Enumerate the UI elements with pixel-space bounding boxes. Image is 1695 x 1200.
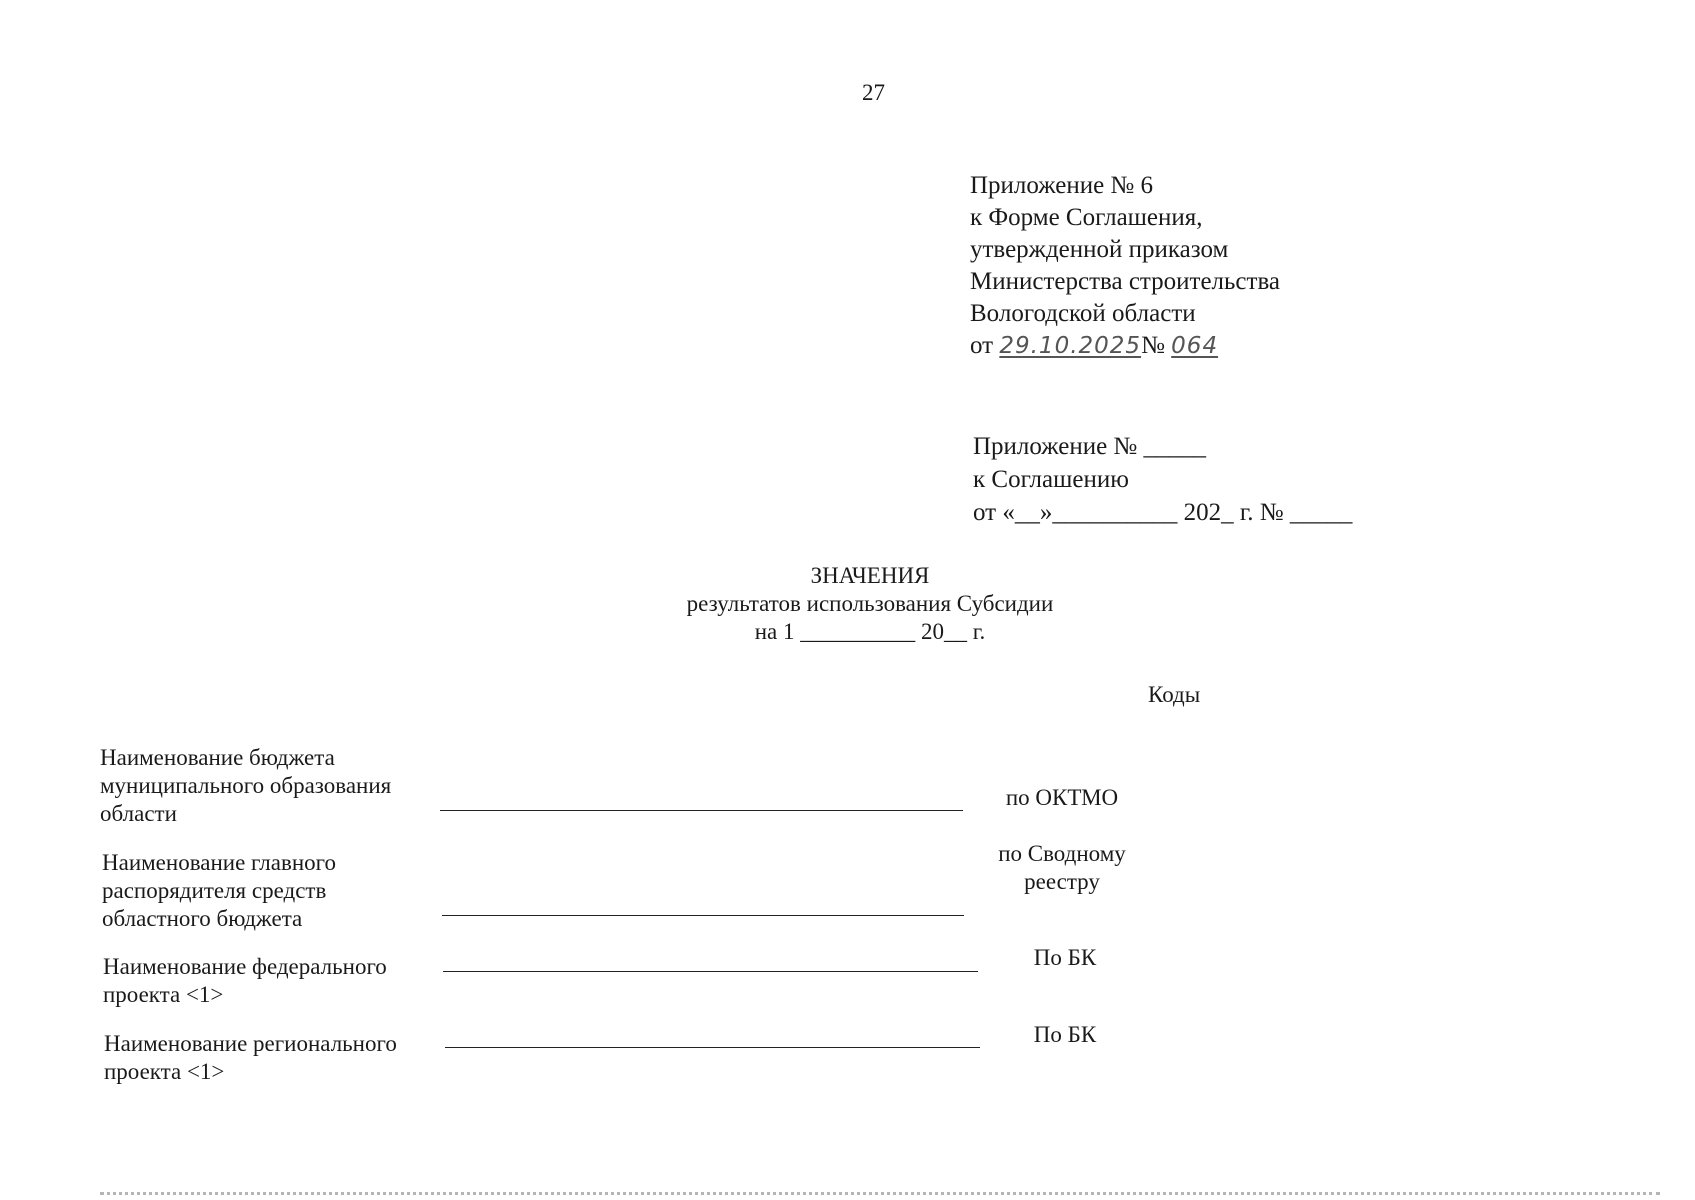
code-label-registry: по Сводному реестру	[998, 841, 1126, 894]
heading-title: ЗНАЧЕНИЯ	[810, 563, 930, 588]
fill-line-regional-project	[445, 1047, 980, 1048]
code-label-bk-regional: По БК	[1033, 1022, 1097, 1047]
annex-agreement-line: Приложение № _____	[973, 433, 1207, 460]
handwritten-date: 29.10.2025	[999, 333, 1142, 359]
annex-agreement-block	[973, 430, 1352, 529]
row-label-regional-project: Наименование регионального проекта <1>	[104, 1031, 397, 1084]
annex-form-line: к Форме Соглашения,	[970, 204, 1203, 231]
annex-agreement-line: к Соглашению	[973, 466, 1129, 493]
heading-subtitle: результатов использования Субсидии	[686, 591, 1054, 616]
row-label-federal-project: Наименование федерального проекта <1>	[103, 954, 387, 1007]
page-number: 27	[862, 80, 885, 105]
fill-line-manager	[442, 915, 964, 916]
cut-off-text-edge	[100, 1192, 1660, 1200]
row-label-manager: Наименование главного распорядителя средств областного бюджета	[102, 850, 337, 931]
document-heading	[500, 562, 1240, 646]
row-label-budget: Наименование бюджета муниципального образования области	[100, 745, 392, 826]
codes-header: Коды	[1148, 682, 1201, 707]
annex-form-line: Министерства строительства	[970, 268, 1281, 295]
fill-line-federal-project	[443, 971, 978, 972]
fill-line-budget	[440, 810, 963, 811]
code-label-bk-federal: По БК	[1033, 945, 1097, 970]
heading-date-line: на 1 __________ 20__ г.	[754, 619, 986, 644]
code-label-oktmo: по ОКТМО	[1005, 785, 1119, 810]
annex-form-block	[970, 170, 1280, 362]
number-sign: №	[1141, 332, 1165, 359]
annex-form-line: Вологодской области	[970, 300, 1196, 327]
annex-form-date-line	[970, 330, 1280, 362]
date-prefix: от	[970, 332, 994, 359]
annex-form-line: утвержденной приказом	[970, 236, 1229, 263]
annex-agreement-line: от «__»__________ 202_ г. № _____	[973, 499, 1353, 526]
annex-form-line: Приложение № 6	[970, 172, 1154, 199]
handwritten-number: 064	[1171, 333, 1219, 359]
